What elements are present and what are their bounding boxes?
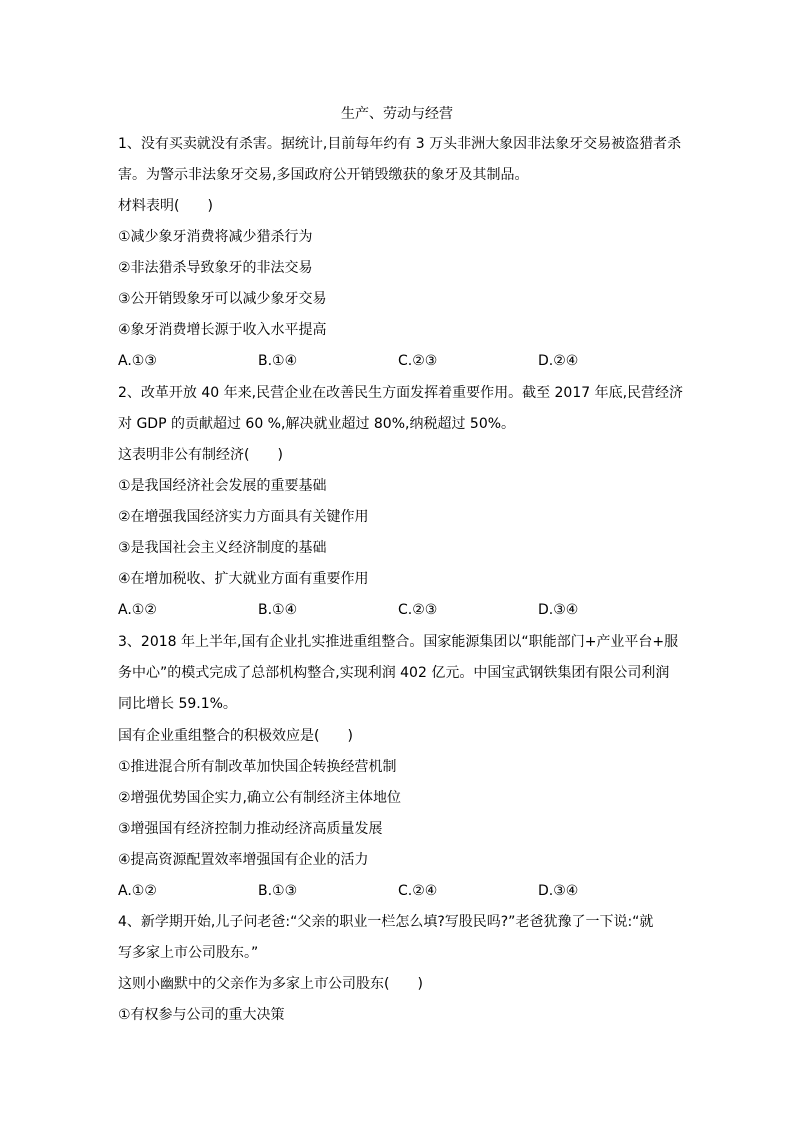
q3-answer-choices (118, 881, 678, 901)
q1-answer-c: C.②③ (398, 353, 438, 369)
q2-stem-line1: 2、改革开放 40 年来,民营企业在改善民生方面发挥着重要作用。截至 2017 年底,民营经济 (118, 385, 684, 401)
q1-option-2: ②非法猎杀导致象牙的非法交易 (118, 260, 313, 276)
q1-stem-line1: 1、没有买卖就没有杀害。据统计,目前每年约有 3 万头非洲大象因非法象牙交易被盗猎者杀 (118, 136, 682, 152)
q2-option-1: ①是我国经济社会发展的重要基础 (118, 478, 327, 494)
q2-answer-d: D.③④ (538, 602, 579, 618)
q2-option-4: ④在增加税收、扩大就业方面有重要作用 (118, 571, 369, 587)
q2-prompt: 这表明非公有制经济( ) (118, 447, 283, 463)
q3-stem-line2: 务中心”的模式完成了总部机构整合,实现利润 402 亿元。中国宝武钢铁集团有限公司利润 (118, 665, 670, 681)
q2-stem-line2: 对 GDP 的贡献超过 60 %,解决就业超过 80%,纳税超过 50%。 (118, 416, 516, 432)
q2-answer-c: C.②③ (398, 602, 438, 618)
q4-stem-line1: 4、新学期开始,儿子问老爸:“父亲的职业一栏怎么填?写股民吗?”老爸犹豫了一下说:“就 (118, 914, 654, 930)
q2-option-2: ②在增强我国经济实力方面具有关键作用 (118, 509, 369, 525)
q1-answer-a: A.①③ (118, 353, 157, 369)
q4-prompt: 这则小幽默中的父亲作为多家上市公司股东( ) (118, 976, 423, 992)
q3-option-1: ①推进混合所有制改革加快国企转换经营机制 (118, 759, 397, 775)
q1-answer-d: D.②④ (538, 353, 579, 369)
page-title: 生产、劳动与经营 (341, 106, 453, 122)
q3-answer-d: D.③④ (538, 883, 579, 899)
q3-option-4: ④提高资源配置效率增强国有企业的活力 (118, 852, 369, 868)
q3-prompt: 国有企业重组整合的积极效应是( ) (118, 728, 353, 744)
q2-answer-choices (118, 600, 678, 620)
q4-stem-line2: 写多家上市公司股东。” (118, 945, 259, 961)
q3-option-3: ③增强国有经济控制力推动经济高质量发展 (118, 821, 383, 837)
q1-option-1: ①减少象牙消费将减少猎杀行为 (118, 229, 313, 245)
q3-stem-line1: 3、2018 年上半年,国有企业扎实推进重组整合。国家能源集团以“职能部门+产业平台+服 (118, 634, 679, 650)
q3-answer-b: B.①③ (258, 883, 298, 899)
q2-answer-b: B.①④ (258, 602, 298, 618)
q1-stem-line2: 害。为警示非法象牙交易,多国政府公开销毁缴获的象牙及其制品。 (118, 167, 529, 183)
q1-option-3: ③公开销毁象牙可以减少象牙交易 (118, 291, 327, 307)
q3-option-2: ②增强优势国企实力,确立公有制经济主体地位 (118, 790, 401, 806)
q3-stem-line3: 同比增长 59.1%。 (118, 696, 237, 712)
q2-answer-a: A.①② (118, 602, 157, 618)
q1-answer-b: B.①④ (258, 353, 298, 369)
q4-option-1: ①有权参与公司的重大决策 (118, 1007, 285, 1023)
q3-answer-c: C.②④ (398, 883, 438, 899)
q1-answer-choices (118, 351, 678, 371)
q3-answer-a: A.①② (118, 883, 157, 899)
q1-prompt: 材料表明( ) (118, 198, 213, 214)
q2-option-3: ③是我国社会主义经济制度的基础 (118, 540, 327, 556)
q1-option-4: ④象牙消费增长源于收入水平提高 (118, 322, 327, 338)
